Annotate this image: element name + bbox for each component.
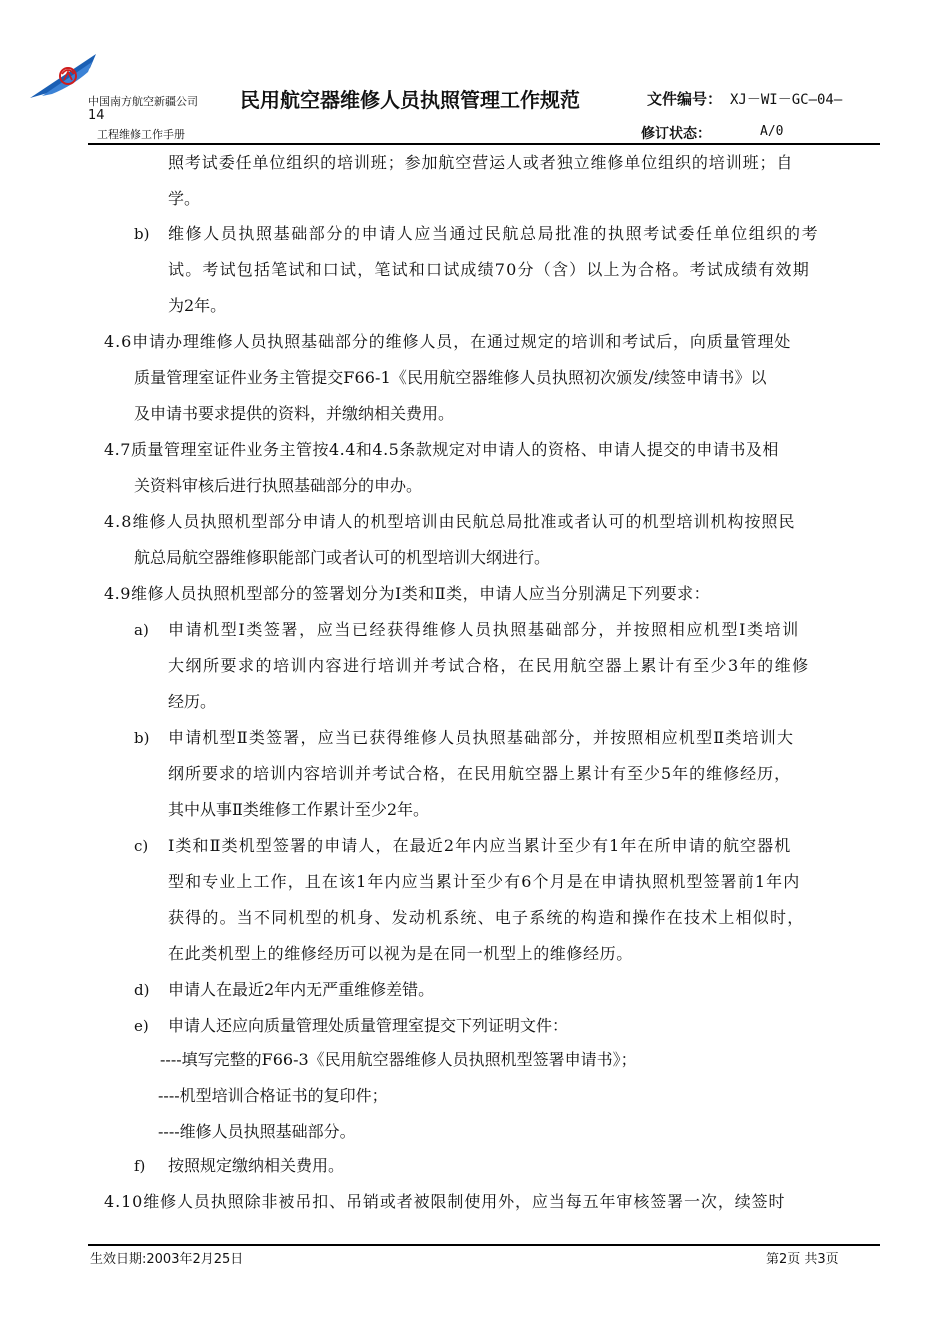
body-line: 4.9维修人员执照机型部分的签署划分为Ⅰ类和Ⅱ类，申请人应当分别满足下列要求： [104, 584, 711, 603]
body-line: 在此类机型上的维修经历可以视为是在同一机型上的维修经历。 [168, 944, 633, 963]
body-line: 维修人员执照基础部分的申请人应当通过民航总局批准的执照考试委任单位组织的考 [168, 224, 820, 243]
revision-label: 修订状态： [641, 126, 711, 142]
body-line: 按照规定缴纳相关费用。 [168, 1156, 345, 1175]
body-line: 4.8维修人员执照机型部分申请人的机型培训由民航总局批准或者认可的机型培训机构按照民 [104, 512, 796, 531]
body-line: 4.7质量管理室证件业务主管按4.4和4.5条款规定对申请人的资格、申请人提交的申请书及相 [104, 440, 779, 459]
header-company: 中国南方航空新疆公司 [88, 95, 198, 108]
list-marker: b) [134, 729, 150, 747]
footer-divider [88, 1244, 880, 1246]
doc-number-label: 文件编号： [647, 90, 723, 108]
body-line: 大纲所要求的培训内容进行培训并考试合格，在民用航空器上累计有至少3年的维修 [168, 656, 810, 675]
manual-name: 工程维修工作手册 [97, 128, 185, 141]
page-number: 第2页 共3页 [766, 1252, 839, 1267]
body-line: 纲所要求的培训内容培训并考试合格，在民用航空器上累计有至少5年的维修经历， [168, 764, 792, 783]
document-title: 民用航空器维修人员执照管理工作规范 [240, 88, 580, 112]
body-line: 型和专业上工作，且在该1年内应当累计至少有6个月是在申请执照机型签署前1年内 [168, 872, 801, 891]
list-marker: d) [134, 981, 150, 999]
header-company-line2: 14 [88, 108, 105, 123]
header-divider [88, 143, 880, 145]
body-line: 经历。 [168, 692, 217, 711]
list-marker: b) [134, 225, 150, 243]
body-line: 质量管理室证件业务主管提交F66-1《民用航空器维修人员执照初次颁发/续签申请书》以 [134, 368, 767, 387]
body-line: 申请机型Ⅰ类签署，应当已经获得维修人员执照基础部分，并按照相应机型Ⅰ类培训 [168, 620, 800, 639]
body-line: 关资料审核后进行执照基础部分的申办。 [134, 476, 423, 495]
body-line: ----填写完整的F66-3《民用航空器维修人员执照机型签署申请书》； [160, 1050, 637, 1069]
body-line: 4.6申请办理维修人员执照基础部分的维修人员，在通过规定的培训和考试后，向质量管理处 [104, 332, 792, 351]
doc-number: XJ－WI－GC—04— [730, 92, 843, 108]
body-line: 申请人还应向质量管理处质量管理室提交下列证明文件： [168, 1016, 569, 1035]
body-line: 申请机型Ⅱ类签署，应当已获得维修人员执照基础部分，并按照相应机型Ⅱ类培训大 [168, 728, 795, 747]
body-line: 其中从事Ⅱ类维修工作累计至少2年。 [168, 800, 430, 819]
body-line: 4.10维修人员执照除非被吊扣、吊销或者被限制使用外，应当每五年审核签署一次，续签时 [104, 1192, 786, 1211]
effective-date: 生效日期:2003年2月25日 [90, 1252, 244, 1267]
body-line: 为2年。 [168, 296, 227, 315]
list-marker: c) [134, 837, 149, 855]
list-marker: f) [134, 1157, 146, 1175]
body-line: 学。 [168, 189, 201, 208]
body-line: ----维修人员执照基础部分。 [158, 1122, 356, 1141]
body-line: 航总局航空器维修职能部门或者认可的机型培训大纲进行。 [134, 548, 551, 567]
revision-value: A/0 [760, 124, 784, 139]
list-marker: e) [134, 1017, 149, 1035]
body-line: 及申请书要求提供的资料，并缴纳相关费用。 [134, 404, 455, 423]
body-line: 获得的。当不同机型的机身、发动机系统、电子系统的构造和操作在技术上相似时， [168, 908, 805, 927]
body-line: Ⅰ类和Ⅱ类机型签署的申请人，在最近2年内应当累计至少有1年在所申请的航空器机 [168, 836, 792, 855]
list-marker: a) [134, 621, 149, 639]
body-line: 申请人在最近2年内无严重维修差错。 [168, 980, 435, 999]
body-line: ----机型培训合格证书的复印件； [158, 1086, 388, 1105]
body-line: 试。考试包括笔试和口试，笔试和口试成绩70分（含）以上为合格。考试成绩有效期 [168, 260, 810, 279]
body-line: 照考试委任单位组织的培训班；参加航空营运人或者独立维修单位组织的培训班；自 [168, 153, 794, 172]
